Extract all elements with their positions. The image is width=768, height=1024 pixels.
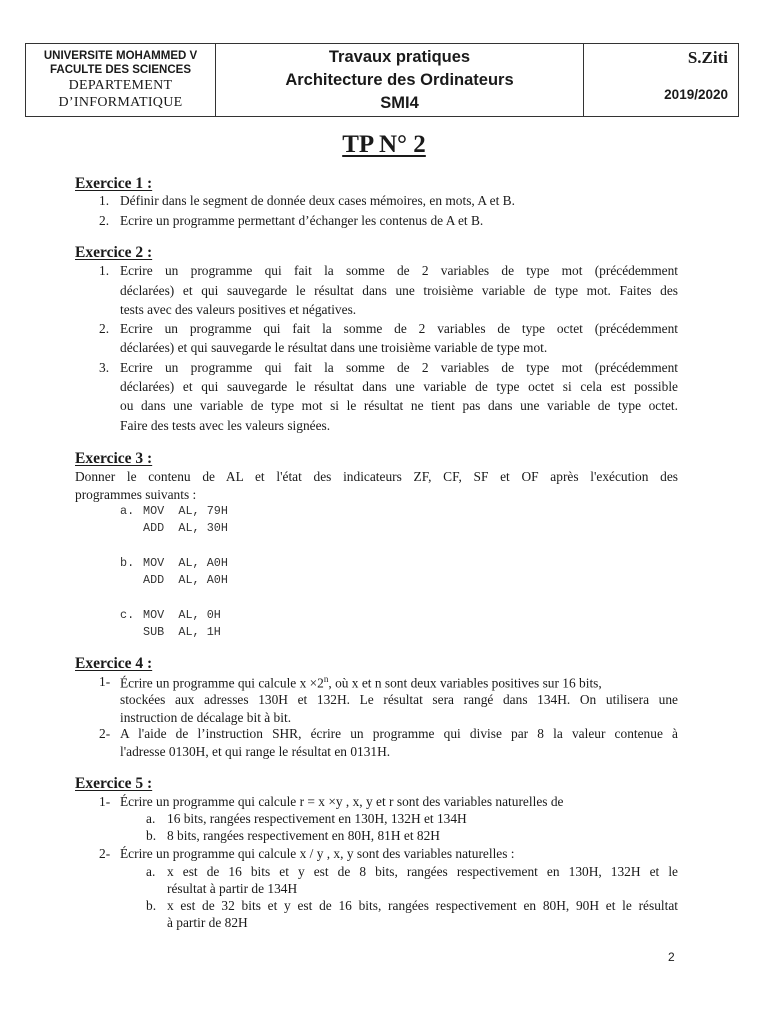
author-name: S.Ziti bbox=[687, 48, 728, 67]
exercise2-item1-line3: tests avec des valeurs positives et négatives. bbox=[120, 302, 357, 317]
exercise4-item1-pre: Écrire un programme qui calcule x ×2 bbox=[120, 675, 324, 691]
exercise5-heading: Exercice 5 : bbox=[75, 775, 153, 792]
program-a-label: a. bbox=[120, 504, 135, 518]
exercise2-item3-line1: Ecrire un programme qui fait la somme de 2 variables de type mot (précédemment bbox=[120, 360, 678, 375]
exercise2-item3-line4: Faire des tests avec les valeurs signées. bbox=[120, 418, 331, 433]
exercise1-item1-number: 1. bbox=[99, 193, 110, 208]
exercise2-item1-number: 1. bbox=[99, 263, 110, 278]
exercise2-item3-line2: déclarées) et qui sauvegarde le résultat dans une variable de type octet si cela est possible bbox=[120, 379, 678, 394]
program-b-line2: ADD AL, A0H bbox=[143, 573, 228, 587]
exercise5-item1b-text: 8 bits, rangées respectivement en 80H, 81H et 82H bbox=[167, 828, 440, 843]
exercise4-item2-number: 2- bbox=[99, 726, 111, 741]
course-title-cell bbox=[216, 44, 584, 116]
exercise5-item2b-label: b. bbox=[146, 898, 157, 913]
exercise2-item3-number: 3. bbox=[99, 360, 110, 375]
exercise4-item1-line2: stockées aux adresses 130H et 132H. Le résultat sera rangé dans 134H. On utilisera une bbox=[120, 692, 678, 707]
exercise2-item2-line2: déclarées) et qui sauvegarde le résultat dans une troisième variable de type mot. bbox=[120, 340, 548, 355]
header-table bbox=[25, 43, 739, 117]
exercise5-item2a-line2: résultat à partir de 134H bbox=[167, 881, 298, 896]
exercise5-item1a-text: 16 bits, rangées respectivement en 130H, 132H et 134H bbox=[167, 811, 467, 826]
title-line1: Travaux pratiques bbox=[328, 47, 471, 66]
title-line3: SMI4 bbox=[380, 93, 419, 112]
program-c-line1: MOV AL, 0H bbox=[143, 608, 221, 622]
exercise4-item1-line3: instruction de décalage bit à bit. bbox=[120, 710, 292, 725]
page-title bbox=[0, 131, 768, 159]
exercise4-item1-post: , où x et n sont deux variables positives sur 16 bits, bbox=[328, 675, 602, 691]
program-c-line2: SUB AL, 1H bbox=[143, 625, 221, 639]
exercise1-item1-text: Définir dans le segment de donnée deux cases mémoires, en mots, A et B. bbox=[120, 193, 515, 208]
academic-year: 2019/2020 bbox=[664, 87, 728, 102]
program-b-line1: MOV AL, A0H bbox=[143, 556, 228, 570]
exercise5-item2-text: Écrire un programme qui calcule x / y , x, y sont des variables naturelles : bbox=[120, 846, 515, 861]
author-cell bbox=[584, 44, 738, 116]
exercise3-intro-line2: programmes suivants : bbox=[75, 487, 197, 502]
exercise2-heading: Exercice 2 : bbox=[75, 244, 153, 261]
program-c-label: c. bbox=[120, 608, 135, 622]
exercise4-item1-number: 1- bbox=[99, 674, 111, 689]
exercise5-item1-text: Écrire un programme qui calcule r = x ×y , x, y et r sont des variables naturelles de bbox=[120, 794, 564, 809]
exercise2-item2-line1: Ecrire un programme qui fait la somme de 2 variables de type octet (précédemment bbox=[120, 321, 678, 336]
institution-cell bbox=[26, 44, 216, 116]
exercise2-item1-line2: déclarées) et qui sauvegarde le résultat dans une troisième variable de type mot. Faites des bbox=[120, 283, 678, 298]
exercise3-intro-line1: Donner le contenu de AL et l'état des indicateurs ZF, CF, SF et OF après l'exécution des bbox=[75, 469, 678, 484]
exercise1-heading: Exercice 1 : bbox=[75, 175, 153, 192]
exercise4-item2-line2: l'adresse 0130H, et qui range le résultat en 0131H. bbox=[120, 744, 391, 759]
exercise5-item1-number: 1- bbox=[99, 794, 111, 809]
exercise5-item2a-label: a. bbox=[146, 864, 156, 879]
program-a-line1: MOV AL, 79H bbox=[143, 504, 228, 518]
exercise4-item1-line1 bbox=[120, 674, 602, 691]
exercise1-item2-number: 2. bbox=[99, 213, 110, 228]
exercise4-heading: Exercice 4 : bbox=[75, 655, 153, 672]
title-line2: Architecture des Ordinateurs bbox=[285, 70, 514, 89]
exercise3-heading: Exercice 3 : bbox=[75, 450, 153, 467]
exercise5-item1b-label: b. bbox=[146, 828, 157, 843]
exercise4-item1-exponent: n bbox=[323, 674, 329, 684]
university-name: UNIVERSITE MOHAMMED V bbox=[43, 50, 198, 62]
exercise2-item2-number: 2. bbox=[99, 321, 110, 336]
exercise2-item3-line3: ou dans une variable de type mot si le résultat ne tient pas dans une variable de type octet. bbox=[120, 398, 678, 413]
exercise1-item2-text: Ecrire un programme permettant d’échanger les contenus de A et B. bbox=[120, 213, 484, 228]
exercise4-item2-line1: A l'aide de l’instruction SHR, écrire un programme qui divise par 8 la valeur contenue à bbox=[120, 726, 678, 741]
faculty-name: FACULTE DES SCIENCES bbox=[50, 64, 191, 76]
page-number: 2 bbox=[668, 950, 675, 964]
department-line1: DEPARTEMENT bbox=[68, 78, 173, 93]
department-line2: D’INFORMATIQUE bbox=[58, 95, 183, 110]
page-title-text: TP N° 2 bbox=[342, 131, 426, 158]
exercise5-item1a-label: a. bbox=[146, 811, 156, 826]
exercise5-item2-number: 2- bbox=[99, 846, 111, 861]
program-b-label: b. bbox=[120, 556, 135, 570]
program-a-line2: ADD AL, 30H bbox=[143, 521, 228, 535]
exercise5-item2a-line1: x est de 16 bits et y est de 8 bits, rangées respectivement en 130H, 132H et le bbox=[167, 864, 678, 879]
exercise2-item1-line1: Ecrire un programme qui fait la somme de 2 variables de type mot (précédemment bbox=[120, 263, 678, 278]
exercise5-item2b-line2: à partir de 82H bbox=[167, 915, 248, 930]
exercise5-item2b-line1: x est de 32 bits et y est de 16 bits, rangées respectivement en 80H, 90H et le résultat bbox=[167, 898, 678, 913]
